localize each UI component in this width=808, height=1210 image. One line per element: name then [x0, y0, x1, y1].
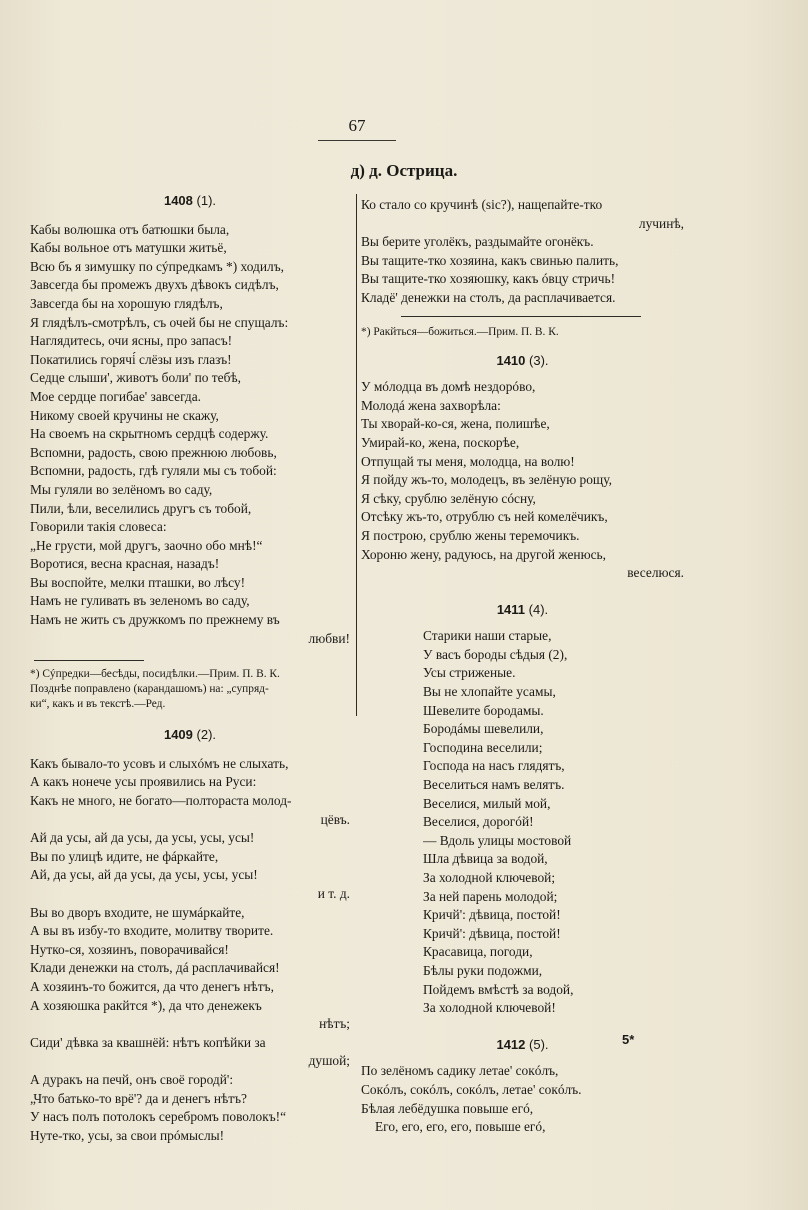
poem-line: Веселися, дорогóй! — [423, 814, 534, 830]
poem-line: „Не грусти, мой другъ, заочно обо мнѣ!“ — [30, 537, 263, 553]
poem-line: Намъ не жить съ дружкомъ по прежнему въ — [30, 612, 280, 628]
poem-1409-continued — [361, 196, 684, 308]
poem-line: „Что батько-то врё'? да и денегъ нѣтъ? — [30, 1090, 247, 1106]
poem-line-tail: душой; — [308, 1053, 350, 1069]
poem-line: Я глядѣлъ-смотрѣлъ, съ очей бы не спущалъ: — [30, 314, 289, 330]
poem-line: Отсѣку жъ-то, отрублю съ ней комелёчикъ, — [361, 509, 608, 525]
poem-line: Вы тащите-тко хозяина, какъ свинью палить, — [361, 252, 619, 268]
poem-line: Намъ не гуливать въ зеленомъ во саду, — [30, 593, 250, 609]
poem-line: Я сѣку, срублю зелёную сóсну, — [361, 490, 536, 506]
poem-line: Старики наши старые, — [423, 628, 552, 644]
poem-line: Пойдемъ вмѣстѣ за водой, — [423, 981, 574, 997]
poem-line: Какъ бывало-то усовъ и слыхóмъ не слыхать, — [30, 755, 289, 771]
poem-number-1411: 1411 (4). — [496, 601, 549, 617]
poem-line: Завсегда бы на хорошую глядѣлъ, — [30, 295, 223, 311]
poem-line: Вспомни, радость, гдѣ гуляли мы съ тобой: — [30, 463, 277, 479]
page-number: 67 — [348, 116, 366, 135]
poem-number-1409: 1409 (2). — [163, 727, 217, 743]
poem-line: На своемъ на скрытномъ сердцѣ содержу. — [30, 426, 269, 442]
poem-line: Никому своей кручины не скажу, — [30, 407, 219, 423]
poem-line: Кабы вольное отъ матушки житьё, — [30, 240, 227, 256]
poem-line: Сиди' дѣвка за квашнёй: нѣтъ копѣйки за — [30, 1034, 266, 1050]
poem-line: Шла дѣвица за водой, — [423, 851, 548, 867]
poem-1410 — [361, 378, 684, 583]
poem-line: Сокóлъ, сокóлъ, сокóлъ, летае' сокóлъ. — [361, 1081, 582, 1097]
poem-line: У мóлодца въ домѣ нездорóво, — [361, 379, 536, 395]
poem-line: А хозяинъ-то божится, да что денегъ нѣтъ, — [30, 978, 274, 994]
poem-line: Кладё' денежки на столъ, да расплачивается. — [361, 289, 616, 305]
poem-line-tail: веселюся. — [627, 565, 684, 581]
poem-line: Его, его, его, его, повыше егó, — [375, 1119, 546, 1135]
poem-line-tail: нѣтъ; — [319, 1016, 350, 1032]
poem-line: Молодá жена захворѣла: — [361, 397, 501, 413]
footnote-1409: *) Ракйться—божиться.—Прим. П. В. К. — [361, 325, 559, 338]
poem-1408 — [30, 221, 350, 649]
poem-line: Мое сердце погибае' завсегда. — [30, 388, 201, 404]
poem-line: У васъ бороды сѣдыя (2), — [423, 646, 568, 662]
poem-line: Ай да усы, ай да усы, да усы, усы, усы! — [30, 830, 255, 846]
poem-line: По зелёномъ садику летае' сокóлъ, — [361, 1063, 559, 1079]
poem-line: Вы по улицѣ идите, не фáркайте, — [30, 848, 219, 864]
poem-line: Веселиться намъ велятъ. — [423, 777, 565, 793]
poem-line: — Вдоль улицы мостовой — [423, 832, 572, 848]
poem-number-1410: 1410 (3). — [496, 352, 549, 368]
poem-line: Вы воспойте, мелки пташки, во лѣсу! — [30, 574, 246, 590]
poem-line: Завсегда бы промежъ двухъ дѣвокъ сидѣлъ, — [30, 277, 279, 293]
poem-line-tail: лучинѣ, — [638, 215, 684, 231]
poem-line: Какъ не много, не богато—полтораста молод- — [30, 793, 292, 809]
poem-line: Красавица, погоди, — [423, 944, 533, 960]
poem-line: Вы не хлопайте усамы, — [423, 684, 556, 700]
poem-1412 — [361, 1062, 684, 1136]
poem-line: Вы тащите-тко хозяюшку, какъ óвцу стричь! — [361, 271, 616, 287]
footnote-line: *) Сýпредки—бесѣды, посидѣлки.—Прим. П. В. К. — [30, 668, 280, 681]
poem-line: Шевелите бородамы. — [423, 702, 544, 718]
poem-line: Воротися, весна красная, назадъ! — [30, 556, 220, 572]
poem-number-1408: 1408 (1). — [163, 193, 217, 208]
footnote-1408 — [30, 667, 350, 712]
poem-line: Бѣлы руки подожми, — [423, 962, 543, 978]
poem-line: Ты хворай-ко-ся, жена, полишѣе, — [361, 416, 550, 432]
poem-line-tail: и т. д. — [317, 886, 350, 901]
poem-line: За холодной ключевой; — [423, 870, 556, 885]
poem-line: Вы во дворъ входите, не шумáркайте, — [30, 904, 245, 920]
poem-line: А дуракъ на печй, онъ своё городй': — [30, 1071, 234, 1087]
poem-line: За ней парень молодой; — [423, 888, 558, 904]
poem-line: Бѣлая лебёдушка повыше егó, — [361, 1100, 534, 1116]
poem-line: Умирай-ко, жена, поскорѣе, — [361, 434, 520, 450]
poem-line: Пили, ѣли, веселились другъ съ тобой, — [30, 500, 252, 516]
poem-line: Вспомни, радость, свою прежнюю любовь, — [30, 444, 277, 460]
poem-line: Я пойду жъ-то, молодецъ, въ зелёную рощу, — [361, 472, 612, 488]
right-column — [361, 196, 684, 1137]
poem-line: Ко стало со кручинѣ (sic?), нащепайте-тко — [361, 197, 603, 212]
poem-line: Покатились горячі́ слёзы изъ глазъ! — [30, 351, 232, 367]
poem-line: Вы берите уголёкъ, раздымайте огонёкъ. — [361, 234, 594, 250]
poem-line: Всю бъ я зимушку по сýпредкамъ *) ходилъ, — [30, 258, 284, 274]
poem-line: А какъ нонече усы проявились на Руси: — [30, 774, 257, 790]
poem-line: Хороню жену, радуюсь, на другой женюсь, — [361, 546, 606, 562]
poem-line: Мы гуляли во зелёномъ во саду, — [30, 481, 213, 497]
poem-line-tail: любви! — [308, 630, 350, 646]
poem-1411 — [361, 627, 684, 1017]
left-column — [30, 192, 350, 1145]
poem-line: Нуте-тко, усы, за свои прóмыслы! — [30, 1127, 225, 1143]
poem-line: Говорили такія словеса: — [30, 519, 167, 535]
section-heading: д) д. Острица. — [350, 161, 458, 180]
footnote-line: ки“, какъ и въ текстѣ.—Ред. — [30, 698, 166, 711]
poem-1409 — [30, 755, 350, 1145]
poem-line: У насъ полъ потолокъ серебромъ поволокъ!“ — [30, 1109, 287, 1125]
footnote-line: Позднѣе поправлено (карандашомъ) на: „супряд- — [30, 683, 269, 696]
column-divider — [356, 194, 357, 716]
signature-mark: 5* — [622, 1032, 635, 1047]
poem-line: Отпущай ты меня, молодца, на волю! — [361, 453, 575, 469]
poem-line: Я построю, срублю жены теремочикъ. — [361, 527, 580, 543]
poem-line: Кричй': дѣвица, постой! — [423, 925, 561, 941]
poem-line: Ай, да усы, ай да усы, да усы, усы, усы! — [30, 867, 258, 883]
poem-line: Усы стриженые. — [423, 665, 516, 681]
poem-line: Кричй': дѣвица, постой! — [423, 907, 561, 923]
poem-line: За холодной ключевой! — [423, 1000, 556, 1016]
poem-line: Наглядитесь, очи ясны, про запасъ! — [30, 333, 233, 349]
poem-line: Господина веселили; — [423, 739, 543, 755]
poem-line: Кабы волюшка отъ батюшки была, — [30, 221, 230, 237]
poem-line: А вы въ избу-то входите, молитву творите. — [30, 923, 274, 939]
page-number-rule — [318, 140, 396, 141]
poem-line: Седце слыши', животъ боли' по тебѣ, — [30, 370, 242, 386]
poem-line: Бородáмы шевелили, — [423, 721, 544, 737]
poem-line: Клади денежки на столъ, дá расплачивайся! — [30, 960, 280, 976]
poem-line: Веселися, милый мой, — [423, 795, 551, 811]
poem-line-tail: цёвъ. — [320, 811, 350, 827]
poem-line: Нутко-ся, хозяинъ, поворачивайся! — [30, 941, 229, 957]
poem-line: А хозяюшка ракйтся *), да что денежекъ — [30, 997, 262, 1013]
poem-number-1412: 1412 (5). — [496, 1036, 549, 1052]
poem-line: Господа на насъ глядятъ, — [423, 758, 565, 774]
